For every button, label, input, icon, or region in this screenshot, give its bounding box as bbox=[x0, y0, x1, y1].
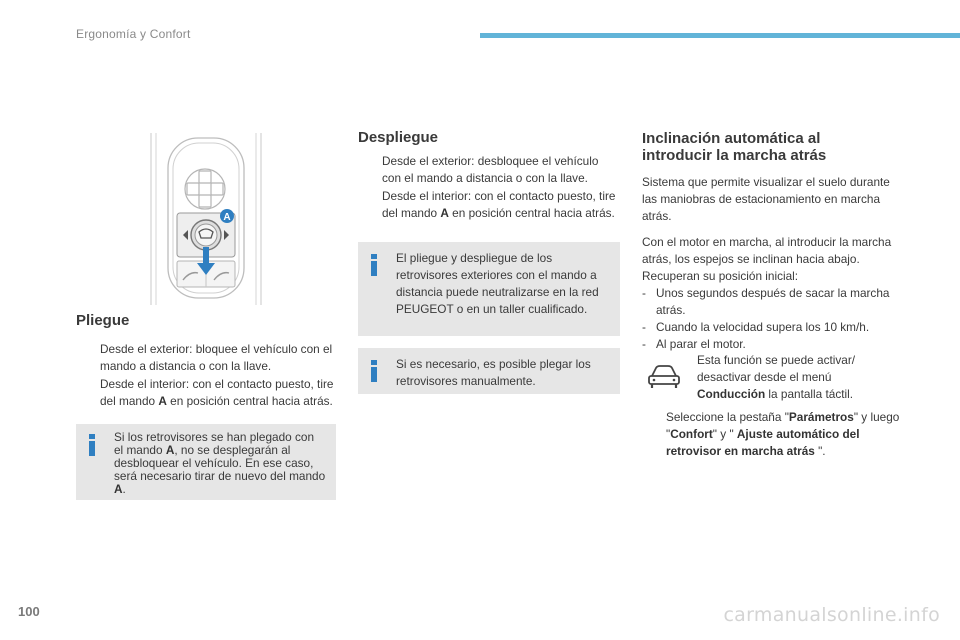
pliegue-item-2: Desde el interior: con el contacto puesto, tire del mando A en posición central hacia atrás. bbox=[100, 377, 334, 408]
page-header-title: Ergonomía y Confort bbox=[76, 27, 191, 41]
inclinacion-final-step: Seleccione la pestaña "Parámetros" y luego "Confort" y " Ajuste automático del retrovisor en marcha atrás ". bbox=[666, 410, 900, 458]
inclinacion-section bbox=[642, 130, 907, 353]
despliegue-note-manual: Si es necesario, es posible plegar los retrovisores manualmente. bbox=[358, 348, 620, 394]
page-number: 100 bbox=[18, 604, 40, 619]
despliegue-item-1: Desde el exterior: desbloquee el vehículo con el mando a distancia o con la llave. bbox=[382, 154, 599, 185]
inclinacion-para-3: Recuperan su posición inicial: bbox=[642, 269, 799, 283]
info-icon bbox=[368, 360, 380, 382]
inclinacion-dash-1: - Unos segundos después de sacar la marcha atrás. bbox=[642, 286, 890, 317]
page-header-bar bbox=[480, 33, 960, 38]
pliegue-section bbox=[76, 312, 338, 411]
watermark: carmanualsonline.info bbox=[723, 604, 940, 626]
inclinacion-dash-3: - Al parar el motor. bbox=[642, 337, 746, 351]
inclinacion-para-1: Sistema que permite visualizar el suelo durante las maniobras de estacionamiento en marcha atrás. bbox=[642, 175, 890, 223]
inclinacion-para-2: Con el motor en marcha, al introducir la marcha atrás, los espejos se inclinan hacia abajo. bbox=[642, 235, 892, 266]
figure-label-a: A bbox=[223, 212, 231, 223]
car-function-note: Esta función se puede activar/ desactivar desde el menú Conducción la pantalla táctil. bbox=[697, 353, 856, 401]
pliegue-item-1: Desde el exterior: bloquee el vehículo con el mando a distancia o con la llave. bbox=[100, 342, 333, 373]
mirror-control-illustration bbox=[150, 133, 262, 305]
despliegue-section bbox=[358, 129, 620, 223]
pliegue-note: Si los retrovisores se han plegado con el mando A, no se desplegarán al desbloquear el vehículo. En ese caso, será necesario tirar de nuevo del mando A. bbox=[76, 424, 336, 500]
inclinacion-dash-2: - Cuando la velocidad supera los 10 km/h. bbox=[642, 320, 870, 334]
car-icon bbox=[646, 364, 682, 390]
pliegue-heading: Pliegue bbox=[76, 312, 130, 329]
despliegue-item-2: Desde el interior: con el contacto puesto, tire del mando A en posición central hacia atrás. bbox=[382, 189, 616, 220]
info-icon bbox=[368, 254, 380, 276]
despliegue-note-network: El pliegue y despliegue de los retrovisores exteriores con el mando a distancia puede neutralizarse en la red PEUGEOT o en un taller cualificado. bbox=[358, 242, 620, 336]
info-icon bbox=[86, 434, 98, 456]
inclinacion-heading: Inclinación automática al introducir la marcha atrás bbox=[642, 130, 827, 164]
despliegue-heading: Despliegue bbox=[358, 129, 439, 146]
